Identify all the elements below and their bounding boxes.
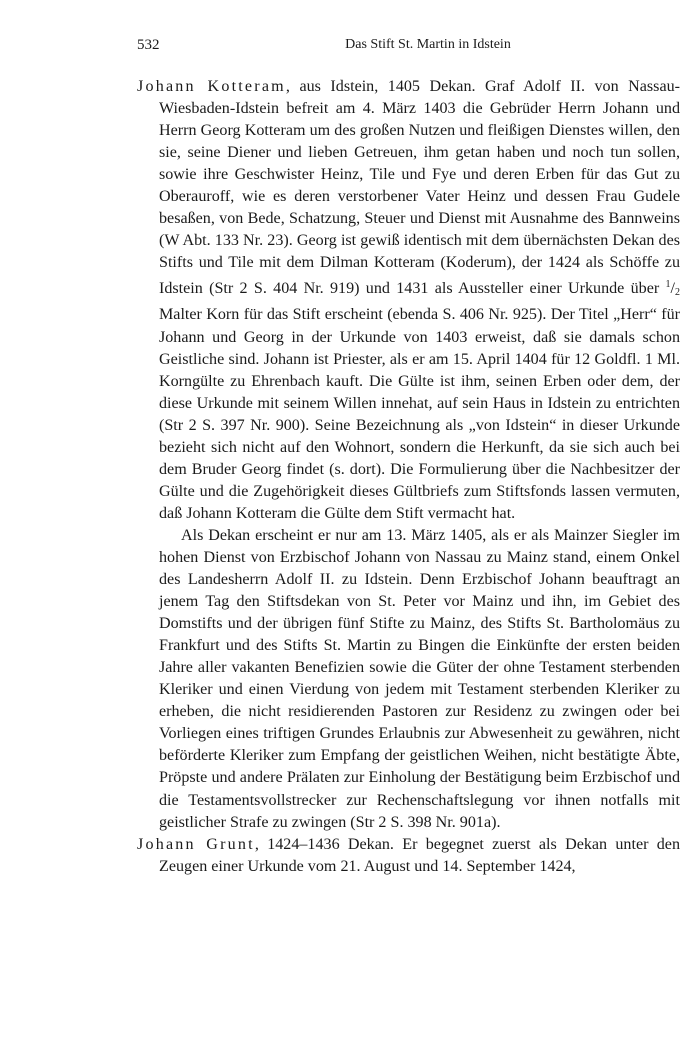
running-title: Das Stift St. Martin in Idstein bbox=[345, 37, 511, 52]
entry-text: , aus Idstein, 1405 Dekan. Graf Adolf II. von Nassau-Wiesbaden-Idstein befreit am 4. März 1403 die Gebrüder Herrn Johann und Herrn Georg Kotteram um des großen Nutzen und fleißigen Dienstes willen, den sie, seine Diener und lieben Getreuen, ihm getan haben und noch tun sollen, sowie ihre Geschwister Heinz, Tile und Fye und deren Erben für das Gut zu Oberauroff, wie es deren verstorbener Vater Heinz und dessen Frau Gudele besaßen, von Bede, Schatzung, Steuer und Dienst mit Ausnahme des Bannweins (W Abt. 133 Nr. 23). Georg ist gewiß identisch mit dem übernächsten Dekan des Stifts und Tile mit dem Dilman Kotteram (Koderum), der 1424 als Schöffe zu Idstein (Str 2 S. 404 Nr. 919) und 1431 als Aussteller einer Urkunde über bbox=[159, 78, 680, 298]
page-header bbox=[137, 37, 679, 59]
entry-text: , 1424–1436 Dekan. Er begegnet zuerst als Dekan unter den Zeugen einer Urkunde vom 21. August und 14. September 1424, bbox=[159, 835, 680, 875]
page-body bbox=[137, 76, 680, 878]
fraction-half: $^1/_2$ bbox=[665, 279, 680, 299]
entry-text-continued: Malter Korn für das Stift erscheint (ebenda S. 406 Nr. 925). Der Titel „Herr“ für Johann und Georg in der Urkunde von 1403 erweist, daß sie damals schon Geistliche sind. Johann ist Priester, als er am 15. April 1404 für 12 Goldfl. 1 Ml. Korngülte zu Ehrenbach kauft. Die Gülte ist ihm, seinen Erben oder dem, der diese Urkunde mit seinem Willen innehat, auf sein Haus in Idstein zu entrichten (Str 2 S. 397 Nr. 900). Seine Bezeichnung als „von Idstein“ in dieser Urkunde bezieht sich nicht auf den Wohnort, sondern die Herkunft, da sie sich auch bei dem Bruder Georg findet (s. dort). Die Formulierung über die Nachbesitzer der Gülte und die Zugehörigkeit dieses Gültbriefs zum Stiftsfonds lassen vermuten, daß Johann Kotteram die Gülte dem Stift vermacht hat. bbox=[159, 306, 680, 522]
entry-johann-kotteram bbox=[137, 76, 680, 525]
entry-johann-grunt bbox=[137, 834, 680, 878]
page-number: 532 bbox=[137, 37, 160, 53]
entry-name: Johann Grunt bbox=[137, 835, 255, 853]
entry-name: Johann Kotteram bbox=[137, 78, 286, 95]
entry-paragraph: Als Dekan erscheint er nur am 13. März 1405, als er als Mainzer Siegler im hohen Dienst von Erzbischof Johann von Nassau zu Mainz stand, einem Onkel des Landesherrn Adolf II. zu Idstein. Denn Erzbischof Johann beauftragt an jenem Tag den Stiftsdekan von St. Peter vor Mainz und ihn, im Gebiet des Domstifts und der übrigen fünf Stifte zu Mainz, des Stifts St. Bartholomäus zu Frankfurt und des Stifts St. Martin zu Bingen die Einkünfte der ersten beiden Jahre aller vakanten Benefizien sowie die Güter der ohne Testament sterbenden Kleriker und einen Vierdung von jedem mit Testament sterbenden Kleriker zu erheben, die nicht residierenden Pastoren zur Residenz zu zwingen oder bei Vorliegen eines triftigen Grundes Erlaubnis zur Abwesenheit zu gewähren, nicht beförderte Kleriker zum Empfang der geistlichen Weihen, nicht bestätigte Äbte, Pröpste und andere Prälaten zur Einholung der Bestätigung beim Erzbischof und die Testamentsvollstrecker zur Rechenschaftslegung vor ihnen notfalls mit geistlicher Strafe zu zwingen (Str 2 S. 398 Nr. 901a). bbox=[159, 526, 680, 831]
